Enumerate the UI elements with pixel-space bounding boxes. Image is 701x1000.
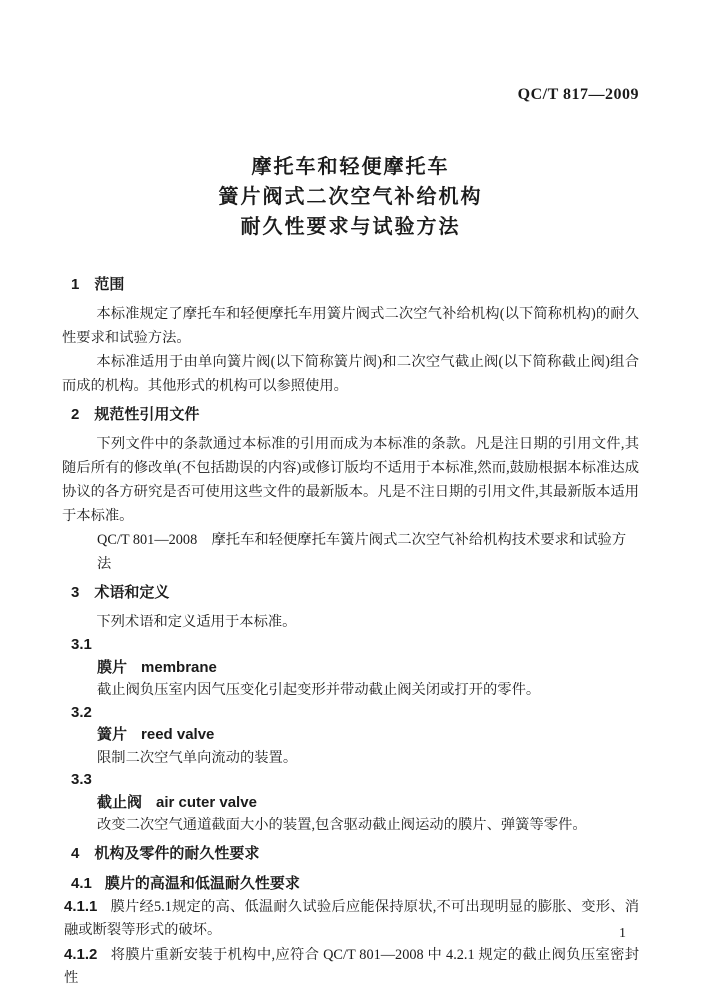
- clause-412-number: 4.1.2: [64, 945, 98, 963]
- scope-paragraph-2: 本标准适用于由单向簧片阀(以下简称簧片阀)和二次空气截止阀(以下简称截止阀)组合而成的机构。其他形式的机构可以参照使用。: [62, 354, 639, 394]
- term-item-1-definition: 截止阀负压室内因气压变化引起变形并带动截止阀关闭或打开的零件。: [97, 682, 541, 698]
- section-scope-label: 范围: [94, 276, 125, 293]
- term-item-3-name-en: air cuter valve: [156, 793, 257, 811]
- subclause-41-number: 4.1: [71, 874, 92, 892]
- clause-412: [62, 943, 639, 991]
- term-item-3-number: 3.3: [71, 771, 92, 788]
- section-references-number: 2: [71, 406, 80, 423]
- section-scope-heading: [62, 274, 639, 296]
- section-references-label: 规范性引用文件: [94, 406, 200, 423]
- standard-code: QC/T 817—2009: [517, 86, 639, 103]
- term-item-3-name: [62, 792, 639, 815]
- section-requirements-label: 机构及零件的耐久性要求: [94, 844, 260, 862]
- reference-entry: QC/T 801—2008 摩托车和轻便摩托车簧片阀式二次空气补给机构技术要求和试验方法: [97, 532, 627, 572]
- title-line-2: 簧片阀式二次空气补给机构: [218, 186, 483, 208]
- terms-intro: 下列术语和定义适用于本标准。: [96, 614, 297, 630]
- term-item-1-name-zh: 膜片: [97, 658, 128, 676]
- section-scope-number: 1: [71, 276, 80, 293]
- clause-411-text: 膜片经5.1规定的高、低温耐久试验后应能保持原状,不可出现明显的膨胀、变形、消融或断裂等形式的破坏。: [64, 898, 639, 938]
- clause-411-number: 4.1.1: [64, 897, 98, 915]
- section-terms-heading: [62, 582, 639, 604]
- term-item-2-name-zh: 簧片: [97, 726, 128, 743]
- title-line-3: 耐久性要求与试验方法: [240, 216, 461, 238]
- section-terms-label: 术语和定义: [94, 584, 170, 601]
- references-paragraph: 下列文件中的条款通过本标准的引用而成为本标准的条款。凡是注日期的引用文件,其随后所有的修改单(不包括勘误的内容)或修订版均不适用于本标准,然而,鼓励根据本标准达成协议的各方研究是否可使用这些文件的最新版本。凡是不注日期的引用文件,其最新版本适用于本标准。: [62, 436, 639, 524]
- term-item-3-name-zh: 截止阀: [97, 793, 143, 811]
- term-item-2-number: 3.2: [71, 703, 92, 721]
- clause-412-text: 将膜片重新安装于机构中,应符合 QC/T 801—2008 中 4.2.1 规定的截止阀负压室密封性: [64, 946, 639, 986]
- clause-411: [62, 895, 639, 943]
- section-terms-number: 3: [71, 584, 80, 601]
- section-references-heading: [62, 404, 639, 426]
- term-item-1-name-en: membrane: [141, 658, 217, 676]
- section-requirements-heading: [62, 843, 639, 865]
- title-line-1: 摩托车和轻便摩托车: [251, 156, 450, 178]
- term-item-2-name: [62, 724, 639, 747]
- document-title: [62, 152, 639, 242]
- page-number: 1: [619, 926, 626, 941]
- term-item-1-name: [62, 657, 639, 680]
- subclause-41-heading: [62, 873, 639, 895]
- term-item-2-name-en: reed valve: [141, 726, 215, 743]
- term-item-1-number: 3.1: [71, 636, 92, 653]
- scope-paragraph-1: 本标准规定了摩托车和轻便摩托车用簧片阀式二次空气补给机构(以下简称机构)的耐久性要求和试验方法。: [62, 306, 639, 346]
- term-item-2-definition: 限制二次空气单向流动的装置。: [97, 749, 298, 766]
- subclause-41-label: 膜片的高温和低温耐久性要求: [104, 874, 300, 892]
- term-item-3-definition: 改变二次空气通道截面大小的装置,包含驱动截止阀运动的膜片、弹簧等零件。: [97, 817, 587, 833]
- section-requirements-number: 4: [71, 844, 80, 862]
